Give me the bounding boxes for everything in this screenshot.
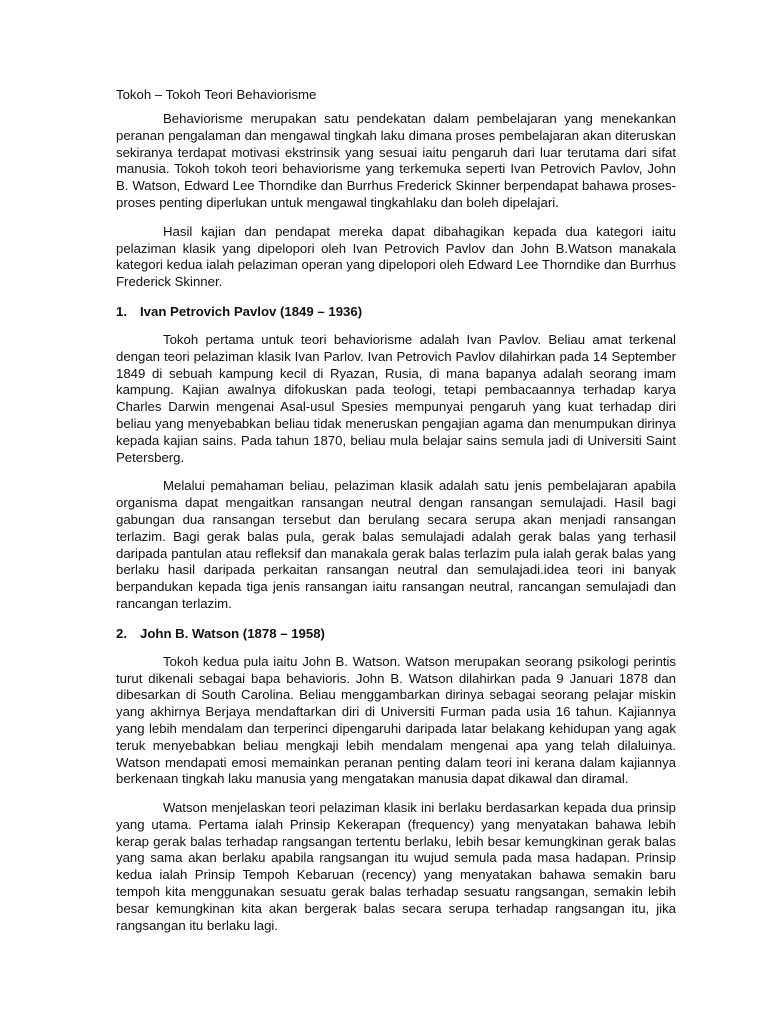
section-number: 2. — [116, 625, 127, 641]
intro-paragraph-1: Behaviorisme merupakan satu pendekatan dalam pembelajaran yang menekankan peranan pengalaman dan mengawal tingkah laku dimana proses pembelajaran akan diteruskan sekiranya terdapat motivasi ekstrinsik yang sesuai iaitu pengaruh dari luar terutama dari sifat manusia. Tokoh tokoh teori behaviorisme yang terkemuka seperti Ivan Petrovich Pavlov, John B. Watson, Edward Lee Thorndike dan Burrhus Frederick Skinner berpendapat bahawa proses-proses penting diperlukan untuk mengawal tingkahlaku dan boleh dipelajari. — [116, 111, 676, 210]
section-title: Ivan Petrovich Pavlov (1849 – 1936) — [140, 303, 363, 319]
section-title: John B. Watson (1878 – 1958) — [140, 625, 325, 641]
intro-paragraph-2: Hasil kajian dan pendapat mereka dapat dibahagikan kepada dua kategori iaitu pelaziman klasik yang dipelopori oleh Ivan Petrovich Pavlov dan John B.Watson manakala kategori kedua ialah pelaziman operan yang dipelopori oleh Edward Lee Thorndike dan Burrhus Frederick Skinner. — [116, 223, 676, 290]
section-heading-pavlov — [116, 303, 676, 320]
watson-paragraph-2: Watson menjelaskan teori pelaziman klasik ini berlaku berdasarkan kepada dua prinsip yang utama. Pertama ialah Prinsip Kekerapan (frequency) yang menyatakan bahawa lebih kerap gerak balas terhadap rangsangan tertentu berlaku, lebih besar kemungkinan gerak balas yang sama akan berlaku apabila rangsangan itu wujud semula pada masa hadapan. Prinsip kedua ialah Prinsip Tempoh Kebaruan (recency) yang menyatakan bahawa semakin baru tempoh kita menggunakan sesuatu gerak balas terhadap sesuatu rangsangan, semakin lebih besar kemungkinan kita akan bergerak balas secara serupa terhadap rangsangan itu, jika rangsangan itu berlaku lagi. — [116, 800, 676, 933]
section-number: 1. — [116, 303, 127, 319]
document-title: Tokoh – Tokoh Teori Behaviorisme — [116, 87, 317, 102]
pavlov-paragraph-2: Melalui pemahaman beliau, pelaziman klasik adalah satu jenis pembelajaran apabila organisma dapat mengaitkan ransangan neutral dengan ransangan semulajadi. Hasil bagi gabungan dua ransangan tersebut dan berulang secara serupa akan menjadi ransangan terlazim. Bagi gerak balas pula, gerak balas semulajadi adalah gerak balas yang terhasil daripada pantulan atau refleksif dan manakala gerak balas terlazim pula ialah gerak balas yang berlaku hasil daripada perkaitan ransangan neutral dan semulajadi.idea teori ini banyak berpandukan kepada tiga jenis ransangan iaitu ransangan neutral, rancangan semulajadi dan rancangan terlazim. — [116, 478, 676, 611]
watson-paragraph-1: Tokoh kedua pula iaitu John B. Watson. Watson merupakan seorang psikologi perintis turut dikenali sebagai bapa behavioris. John B. Watson dilahirkan pada 9 Januari 1878 dan dibesarkan di South Carolina. Beliau menggambarkan dirinya sebagai seorang pelajar miskin yang akhirnya Berjaya mendaftarkan diri di Universiti Furman pada usia 16 tahun. Kajiannya yang lebih mendalam dan terperinci dipengaruhi daripada latar belakang kehidupan yang agak teruk menyebabkan beliau mengkaji lebih mendalam mengenai apa yang telah dilaluinya. Watson mendapati emosi memainkan peranan penting dalam teori ini kerana dalam kajiannya berkenaan tingkah laku manusia yang mengatakan manusia dapat dikawal dan diramal. — [116, 653, 676, 787]
section-heading-watson — [116, 625, 676, 642]
pavlov-paragraph-1: Tokoh pertama untuk teori behaviorisme adalah Ivan Pavlov. Beliau amat terkenal dengan teori pelaziman klasik Ivan Parlov. Ivan Petrovich Pavlov dilahirkan pada 14 September 1849 di sebuah kampung kecil di Ryazan, Rusia, di mana bapanya adalah seorang imam kampung. Kajian awalnya difokuskan pada teologi, tetapi pembacaannya terhadap karya Charles Darwin mengenai Asal-usul Spesies mempunyai pengaruh yang kuat terhadap diri beliau yang menyebabkan beliau tidak meneruskan pengajian agama dan menumpukan dirinya kepada kajian sains. Pada tahun 1870, beliau mula belajar sains semula jadi di Universiti Saint Petersberg. — [116, 331, 676, 465]
document-page — [116, 86, 676, 946]
